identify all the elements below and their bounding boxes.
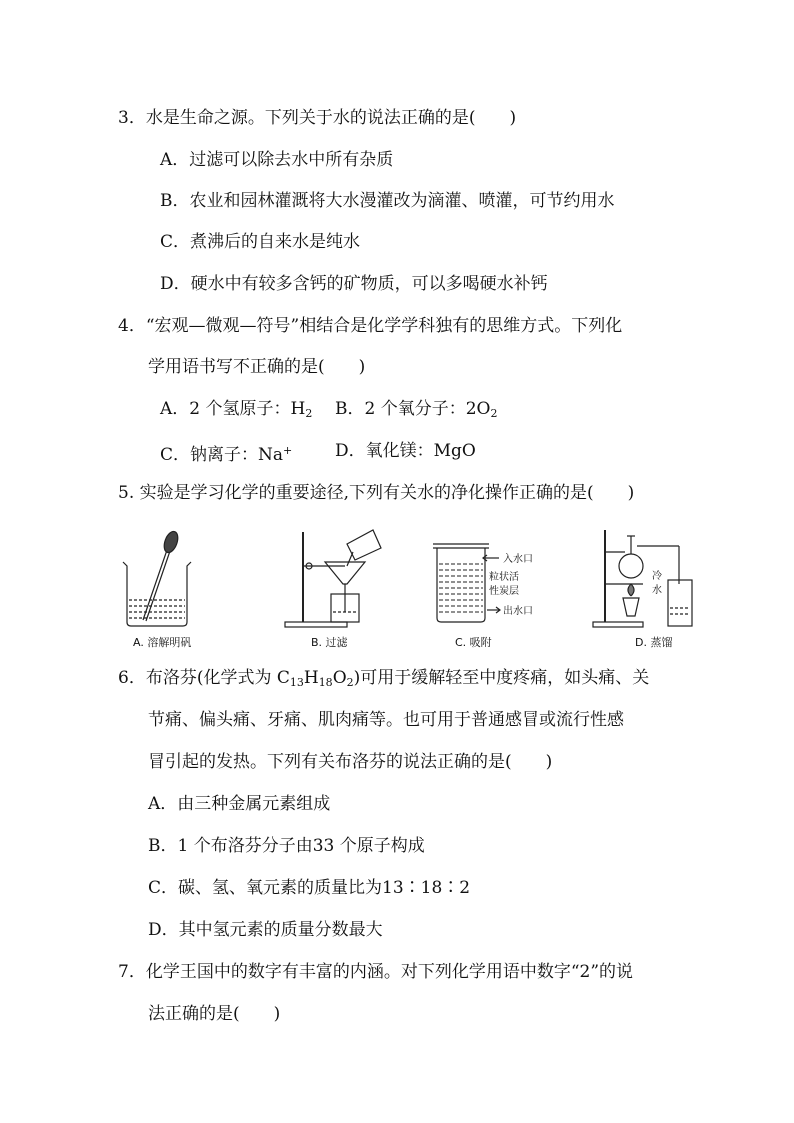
q7-stem-line2: 法正确的是( ): [148, 1004, 281, 1024]
q6-option-d: D．其中氢元素的质量分数最大: [148, 920, 383, 940]
q5-stem: 5. 实验是学习化学的重要途径,下列有关水的净化操作正确的是( ): [118, 483, 635, 503]
caption-c: C. 吸附: [455, 636, 492, 649]
q4-stem-line2: 学用语书写不正确的是( ): [148, 357, 366, 377]
label-carbon-1: 粒状活: [489, 572, 519, 583]
distillation-illustration: [593, 530, 692, 627]
q3-stem: 3．水是生命之源。下列关于水的说法正确的是( ): [118, 108, 517, 128]
q6-option-c: C．碳、氢、氧元素的质量比为13∶18∶2: [148, 878, 471, 898]
q4-option-a: A．2 个氢原子：$H_2$: [160, 399, 313, 420]
q7-stem-line1: 7．化学王国中的数字有丰富的内涵。对下列化学用语中数字“2”的说: [118, 962, 634, 982]
q5-apparatus-figure: [115, 522, 695, 652]
q4-stem-line1: 4．“宏观—微观—符号”相结合是化学学科独有的思维方式。下列化: [118, 316, 623, 336]
label-cold-2: 水: [652, 585, 662, 596]
q3-option-d: D．硬水中有较多含钙的矿物质，可以多喝硬水补钙: [160, 274, 548, 294]
caption-a: A. 溶解明矾: [133, 636, 192, 649]
q6-stem-line1: 6．布洛芬(化学式为 $C_{13}H_{18}O_2$)可用于缓解轻至中度疼痛，如头痛、关: [118, 668, 650, 689]
q3-option-a: A．过滤可以除去水中所有杂质: [160, 150, 394, 170]
q6-option-b: B．1 个布洛芬分子由33 个原子构成: [148, 836, 425, 856]
adsorption-column-illustration: [433, 544, 500, 622]
q4-option-b: B．2 个氧分子：$2O_2$: [335, 399, 498, 420]
label-cold-1: 冷: [652, 571, 662, 582]
caption-d: D. 蒸馏: [635, 636, 673, 649]
beaker-dropper-illustration: [123, 530, 191, 626]
q3-option-c: C．煮沸后的自来水是纯水: [160, 232, 361, 252]
label-carbon-2: 性炭层: [489, 586, 519, 597]
q4-option-c: C．钠离子：Na+: [160, 444, 293, 465]
filtration-illustration: [285, 530, 381, 627]
label-outlet: 出水口: [503, 606, 533, 617]
q3-option-b: B．农业和园林灌溉将大水漫灌改为滴灌、喷灌，可节约用水: [160, 191, 615, 211]
q6-stem-line2: 节痛、偏头痛、牙痛、肌肉痛等。也可用于普通感冒或流行性感: [148, 710, 624, 730]
q6-option-a: A．由三种金属元素组成: [148, 794, 331, 814]
q6-stem-line3: 冒引起的发热。下列有关布洛芬的说法正确的是( ): [148, 752, 553, 772]
q4-option-d: D．氧化镁：MgO: [335, 441, 476, 461]
label-inlet: 入水口: [503, 554, 533, 565]
caption-b: B. 过滤: [311, 636, 348, 649]
